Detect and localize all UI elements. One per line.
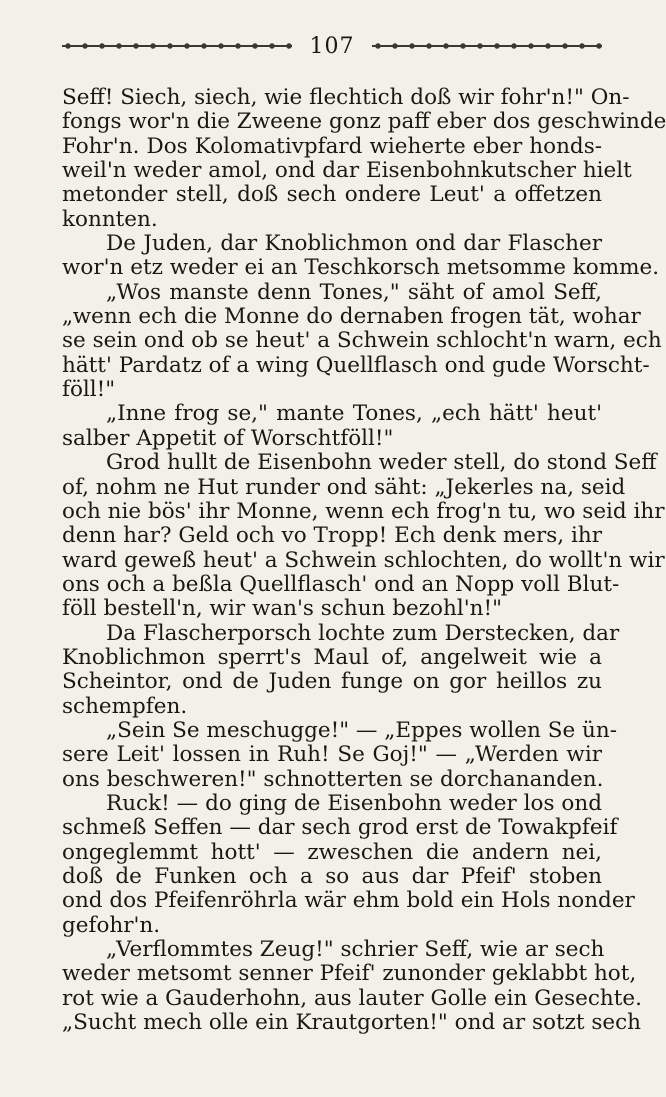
text-line: „Sucht mech olle ein Krautgorten!" ond ar sotzt sech	[62, 1010, 642, 1036]
ornament-right	[372, 39, 602, 53]
text-line: salber Appetit of Worschtföll!"	[62, 425, 394, 451]
text-line: „Verflommtes Zeug!" schrier Seff, wie ar sech	[106, 937, 605, 963]
text-line: se sein ond ob se heut' a Schwein schlocht'n warn, ech	[62, 328, 662, 354]
text-line: doß de Funken och a so aus dar Pfeif' stoben	[62, 864, 602, 889]
text-line: sere Leit' lossen in Ruh! Se Goj!" — „Werden wir	[62, 742, 602, 768]
text-line: Fohr'n. Dos Kolomativpfard wieherte eber honds-	[62, 133, 602, 159]
text-line: „Sein Se meschugge!" — „Eppes wollen Se ün-	[106, 717, 617, 743]
text-line: föll!"	[62, 377, 116, 403]
text-line: Grod hullt de Eisenbohn weder stell, do stond Seff	[106, 450, 657, 476]
text-line: schempfen.	[62, 693, 188, 719]
text-line: weil'n weder amol, ond dar Eisenbohnkutscher hielt	[62, 158, 632, 184]
text-line: weder metsomt senner Pfeif' zunonder geklabbt hot,	[62, 961, 637, 987]
text-line: Ruck! — do ging de Eisenbohn weder los ond	[106, 790, 602, 816]
text-line: och nie bös' ihr Monne, wenn ech frog'n tu, wo seid ihr	[62, 498, 665, 524]
text-line: ward geweß heut' a Schwein schlochten, do wollt'n wir	[62, 547, 665, 573]
page-header	[62, 30, 602, 62]
text-line: föll bestell'n, wir wan's schun bezohl'n!"	[62, 596, 503, 622]
text-line: schmeß Seffen — dar sech grod erst de Towakpfeif	[62, 815, 618, 841]
text-line: „Wos manste denn Tones," säht of amol Seff,	[106, 279, 602, 305]
text-line: rot wie a Gauderhohn, aus lauter Golle ein Gesechte.	[62, 985, 642, 1011]
ornament-left	[62, 39, 292, 53]
text-line: gefohr'n.	[62, 912, 161, 938]
text-line: Scheintor, ond de Juden funge on gor heillos zu	[62, 669, 602, 695]
text-line: „Inne frog se," mante Tones, „ech hätt' heut'	[106, 401, 602, 427]
text-line: Da Flascherporsch lochte zum Derstecken, dar	[106, 620, 620, 646]
text-line: ongeglemmt hott' — zweschen die andern nei,	[62, 839, 602, 865]
text-line: De Juden, dar Knoblichmon ond dar Flascher	[106, 231, 602, 257]
page-number: 107	[309, 33, 355, 59]
text-line: Seff! Siech, siech, wie flechtich doß wir fohr'n!" On-	[62, 85, 630, 110]
text-line: „wenn ech die Monne do dernaben frogen tät, wohar	[62, 304, 641, 330]
text-line: Knoblichmon sperrt's Maul of, angelweit wie a	[62, 644, 602, 670]
body-text	[62, 85, 666, 1036]
text-line: ons beschweren!" schnotterten se dorchananden.	[62, 766, 604, 792]
text-line: hätt' Pardatz of a wing Quellflasch ond gude Worscht-	[62, 352, 650, 378]
text-line: wor'n etz weder ei an Teschkorsch metsomme komme.	[62, 255, 660, 281]
text-line: konnten.	[62, 206, 158, 232]
text-line: of, nohm ne Hut runder ond säht: „Jekerles na, seid	[62, 474, 626, 500]
text-line: fongs wor'n die Zweene gonz paff eber dos geschwinde	[62, 109, 666, 135]
text-line: ons och a beßla Quellflasch' ond an Nopp voll Blut-	[62, 571, 620, 597]
text-line: denn har? Geld och vo Tropp! Ech denk mers, ihr	[62, 523, 602, 549]
text-line: metonder stell, doß sech ondere Leut' a offetzen	[62, 182, 602, 208]
text-line: ond dos Pfeifenröhrla wär ehm bold ein Hols nonder	[62, 888, 635, 914]
